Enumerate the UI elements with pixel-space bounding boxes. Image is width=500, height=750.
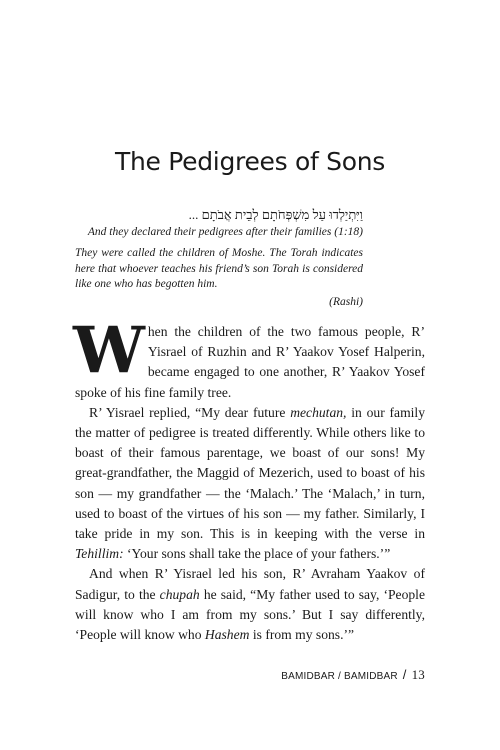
term-tehillim: Tehillim: xyxy=(75,546,124,562)
page-title: The Pedigrees of Sons xyxy=(115,147,385,176)
verse-translation: And they declared their pedigrees after their families (1:18) xyxy=(87,226,363,238)
rashi-commentary: They were called the children of Moshe. The Torah indicates here that whoever teaches his friend’s son Torah is considered like one who has begotten him. xyxy=(75,247,363,290)
paragraph-2 xyxy=(75,403,425,565)
body-text xyxy=(73,313,425,645)
page-footer xyxy=(281,667,425,683)
term-chupah: chupah xyxy=(159,586,200,602)
drop-cap: W xyxy=(73,313,145,388)
paragraph-1-text: hen the children of the two famous people, R’ Yisrael of Ruzhin and R’ Yaakov Yosef Halperin, became engaged to one another, R’ Yaakov Yosef spoke of his fine family tree. xyxy=(75,324,425,400)
paragraph-3-part-c: is from my sons.’” xyxy=(249,627,355,643)
rashi-citation: (Rashi) xyxy=(329,296,363,308)
footer-separator: / xyxy=(402,667,407,682)
paragraph-3-part-a: And when R’ Yisrael led his son, R’ Avraham Yaakov of Sadigur, to the xyxy=(75,566,425,602)
paragraph-2-part-a: R’ Yisrael replied, “My dear future xyxy=(89,404,291,420)
paragraph-2-part-b: in our family the matter of pedigree is treated differently. While others like to boast of their famous parentage, we boast of our sons! My great-grandfather, the Maggid of Mezerich, used to boast of his son — my grandfather — the ‘Malach.’ The ‘Malach,’ in turn, used to boast of the virtues of his son — my father. Similarly, I take pride in my son. This is in keeping with the verse in xyxy=(75,404,425,542)
term-mechutan: mechutan, xyxy=(290,404,347,420)
verse-hebrew: וַיִּתְיַלְדוּ עַל מִשְׁפְּחֹתָם לְבֵית אֲבֹתָם ... xyxy=(188,207,363,222)
paragraph-3-part-b: he said, “My father used to say, ‘People will know who I am from my sons.’ But I say differently, ‘People will know who xyxy=(75,586,425,643)
paragraph-2-part-c: ‘Your sons shall take the place of your fathers.’” xyxy=(123,546,391,562)
page-number: 13 xyxy=(411,667,425,682)
paragraph-3 xyxy=(75,564,425,645)
term-hashem: Hashem xyxy=(204,627,250,643)
paragraph-1 xyxy=(73,313,425,403)
footer-section: BAMIDBAR / BAMIDBAR xyxy=(281,671,398,682)
